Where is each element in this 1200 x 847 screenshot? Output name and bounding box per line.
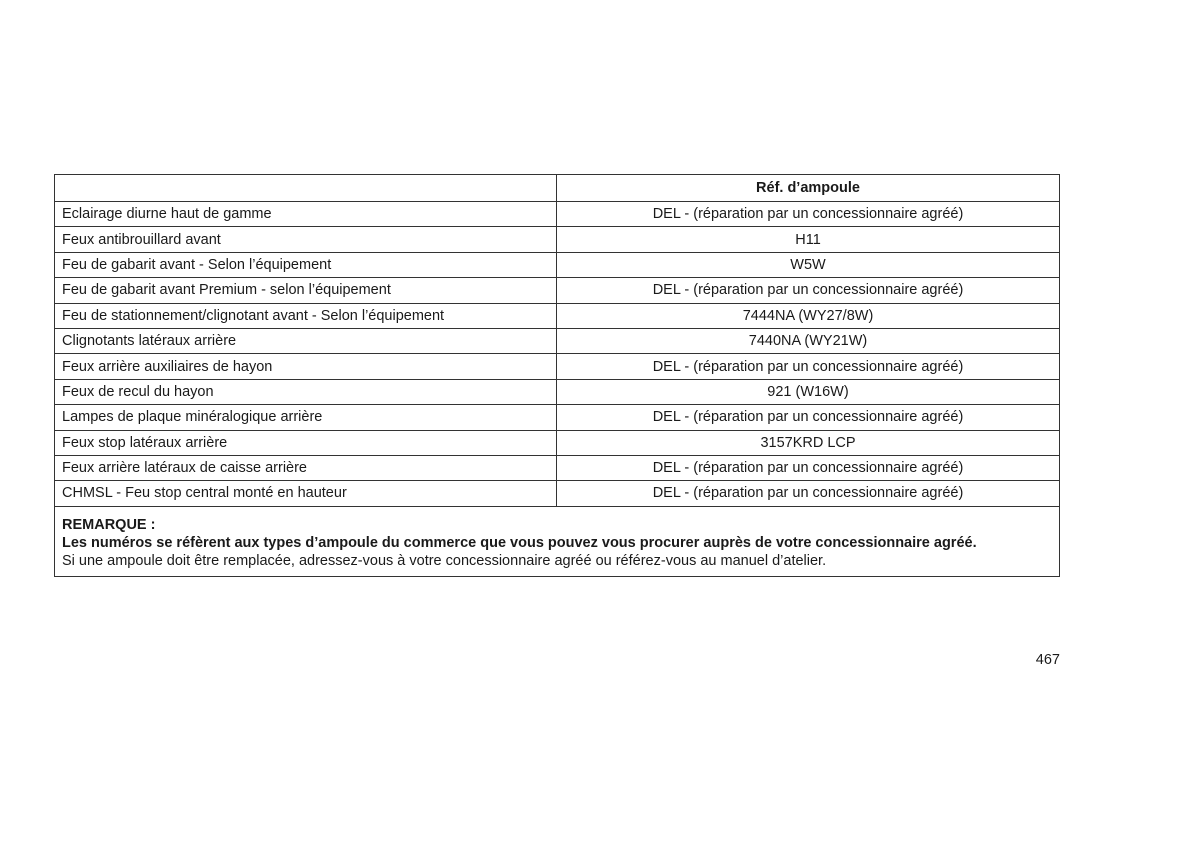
bulb-ref-cell: 7440NA (WY21W): [557, 328, 1060, 353]
table-row: [55, 481, 1060, 506]
bulb-name-cell: Eclairage diurne haut de gamme: [55, 202, 557, 227]
table-row: [55, 227, 1060, 252]
bulb-ref-cell: DEL - (réparation par un concessionnaire agréé): [557, 278, 1060, 303]
bulb-ref-cell: DEL - (réparation par un concessionnaire agréé): [557, 405, 1060, 430]
table-row: [55, 278, 1060, 303]
bulb-ref-cell: DEL - (réparation par un concessionnaire agréé): [557, 481, 1060, 506]
bulb-name-cell: Feux arrière auxiliaires de hayon: [55, 354, 557, 379]
bulb-name-cell: Feux arrière latéraux de caisse arrière: [55, 455, 557, 480]
bulb-ref-cell: H11: [557, 227, 1060, 252]
bulb-name-cell: Feux stop latéraux arrière: [55, 430, 557, 455]
bulb-ref-cell: 921 (W16W): [557, 379, 1060, 404]
table-row: [55, 430, 1060, 455]
table-row: [55, 405, 1060, 430]
table-row: [55, 328, 1060, 353]
table-header-row: [55, 175, 1060, 202]
bulb-name-cell: Feu de gabarit avant Premium - selon l’équipement: [55, 278, 557, 303]
bulb-name-cell: Clignotants latéraux arrière: [55, 328, 557, 353]
bulb-name-cell: Feux antibrouillard avant: [55, 227, 557, 252]
bulb-name-cell: CHMSL - Feu stop central monté en hauteur: [55, 481, 557, 506]
table-row: [55, 202, 1060, 227]
note-row: [55, 506, 1060, 576]
bulb-name-cell: Feu de stationnement/clignotant avant - Selon l’équipement: [55, 303, 557, 328]
bulb-ref-cell: 7444NA (WY27/8W): [557, 303, 1060, 328]
bulb-ref-cell: DEL - (réparation par un concessionnaire agréé): [557, 354, 1060, 379]
table-row: [55, 455, 1060, 480]
note-bold-text: Les numéros se réfèrent aux types d’ampoule du commerce que vous pouvez vous procurer auprès de votre concessionnaire agréé.: [62, 534, 977, 551]
header-bulb-ref: Réf. d’ampoule: [557, 175, 1060, 202]
header-bulb-name: [55, 175, 557, 202]
table-row: [55, 379, 1060, 404]
bulb-name-cell: Lampes de plaque minéralogique arrière: [55, 405, 557, 430]
note-text: Si une ampoule doit être remplacée, adressez-vous à votre concessionnaire agréé ou référez-vous au manuel d’atelier.: [62, 552, 827, 569]
table-row: [55, 252, 1060, 277]
bulb-name-cell: Feux de recul du hayon: [55, 379, 557, 404]
table-row: [55, 303, 1060, 328]
table-body: [55, 202, 1060, 577]
table-row: [55, 354, 1060, 379]
bulb-name-cell: Feu de gabarit avant - Selon l’équipement: [55, 252, 557, 277]
bulb-ref-cell: DEL - (réparation par un concessionnaire agréé): [557, 455, 1060, 480]
note-cell: [55, 506, 1060, 576]
bulb-ref-cell: DEL - (réparation par un concessionnaire agréé): [557, 202, 1060, 227]
note-title: REMARQUE :: [62, 516, 156, 533]
bulb-reference-table: [54, 174, 1060, 577]
page-number: 467: [1035, 652, 1060, 668]
bulb-ref-cell: W5W: [557, 252, 1060, 277]
bulb-ref-cell: 3157KRD LCP: [557, 430, 1060, 455]
